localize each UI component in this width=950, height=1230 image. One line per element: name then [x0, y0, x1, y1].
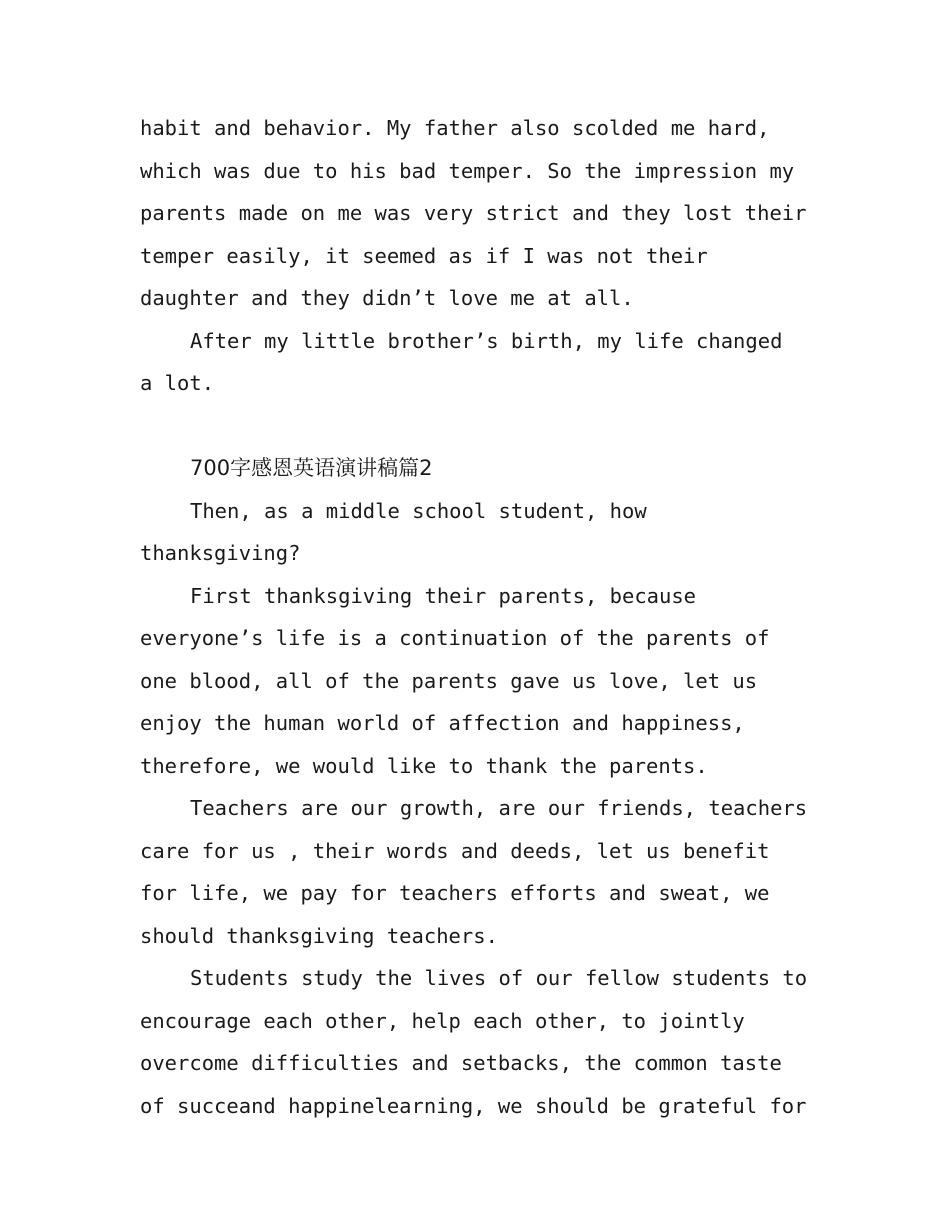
text-line: daughter and they didn’t love me at all.	[140, 286, 634, 310]
text-line: of succeand happinelearning, we should be grateful for	[140, 1093, 807, 1118]
text-line: a lot.	[140, 371, 215, 395]
text-line: one blood, all of the parents gave us love, let us	[140, 668, 758, 693]
document-body	[140, 107, 820, 1127]
text-line: habit and behavior. My father also scolded me hard,	[140, 116, 770, 140]
paragraph-2	[140, 320, 820, 405]
text-line: therefore, we would like to thank the parents.	[140, 753, 708, 778]
text-line: encourage each other, help each other, to jointly	[140, 1008, 745, 1033]
text-line: everyone’s life is a continuation of the parents of	[140, 626, 770, 650]
section-heading: 700字感恩英语演讲稿篇2	[190, 456, 433, 480]
text-line: enjoy the human world of affection and happiness,	[140, 711, 745, 735]
paragraph-5	[140, 787, 820, 957]
text-line: for life, we pay for teachers efforts and sweat, we	[140, 881, 770, 905]
text-line: thanksgiving?	[140, 541, 301, 565]
paragraph-3	[140, 490, 820, 575]
text-line: parents made on me was very strict and they lost their	[140, 201, 807, 225]
paragraph-1	[140, 107, 820, 320]
text-line: temper easily, it seemed as if I was not their	[140, 243, 708, 268]
text-line: After my little brother’s birth, my life changed	[190, 328, 783, 353]
text-line: Then, as a middle school student, how	[190, 498, 647, 523]
text-line: First thanksgiving their parents, because	[190, 583, 697, 608]
blank-line	[140, 405, 820, 448]
text-line: care for us , their words and deeds, let us benefit	[140, 838, 770, 863]
text-line: should thanksgiving teachers.	[140, 923, 498, 948]
text-line: Teachers are our growth, are our friends, teachers	[190, 796, 808, 820]
paragraph-4	[140, 575, 820, 788]
paragraph-6	[140, 957, 820, 1127]
text-line: overcome difficulties and setbacks, the common taste	[140, 1051, 782, 1075]
text-line: Students study the lives of our fellow students to	[190, 966, 808, 990]
text-line: which was due to his bad temper. So the impression my	[140, 158, 795, 183]
